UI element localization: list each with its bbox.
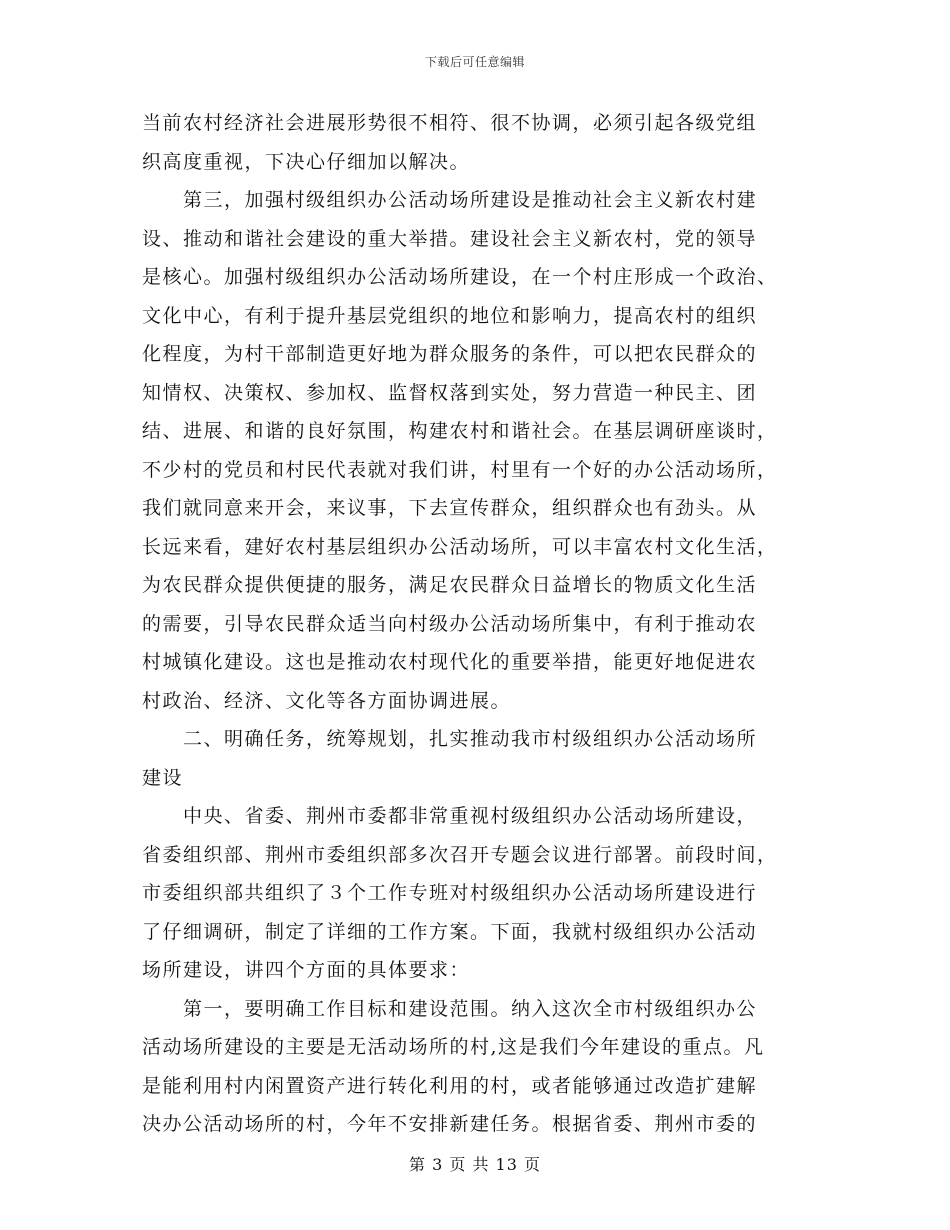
text-line: 二、明确任务，统筹规划，扎实推动我市村级组织办公活动场所 bbox=[142, 728, 758, 750]
text-line: 活动场所建设的主要是无活动场所的村,这是我们今年建设的重点。凡 bbox=[142, 1036, 765, 1058]
page-number: 第 3 页 共 13 页 bbox=[409, 1155, 541, 1174]
text-line: 不少村的党员和村民代表就对我们讲，村里有一个好的办公活动场所， bbox=[142, 458, 778, 481]
text-line: 长远来看，建好农村基层组织办公活动场所，可以丰富农村文化生活， bbox=[142, 535, 778, 558]
text-line: 化程度，为村干部制造更好地为群众服务的条件，可以把农民群众的 bbox=[142, 343, 758, 365]
document-body bbox=[142, 104, 808, 1144]
text-line: 决办公活动场所的村，今年不安排新建任务。根据省委、荆州市委的 bbox=[142, 1113, 758, 1135]
text-line: 设、推动和谐社会建设的重大举措。建设社会主义新农村，党的领导 bbox=[142, 227, 758, 250]
text-line: 第一，要明确工作目标和建设范围。纳入这次全市村级组织办公 bbox=[142, 997, 758, 1020]
text-line: 市委组织部共组织了３个工作专班对村级组织办公活动场所建设进行 bbox=[142, 882, 758, 904]
text-line: 的需要，引导农民群众适当向村级办公活动场所集中，有利于推动农 bbox=[142, 612, 758, 635]
text-line: 我们就同意来开会，来议事，下去宣传群众，组织群众也有劲头。从 bbox=[142, 497, 758, 519]
text-line: 建设 bbox=[142, 766, 184, 789]
page-header-note: 下载后可任意编辑 bbox=[424, 55, 525, 69]
text-line: 村城镇化建设。这也是推动农村现代化的重要举措，能更好地促进农 bbox=[142, 651, 758, 673]
text-line: 文化中心，有利于提升基层党组织的地位和影响力，提高农村的组织 bbox=[142, 304, 758, 327]
text-line: 为农民群众提供便捷的服务，满足农民群众日益增长的物质文化生活 bbox=[142, 574, 758, 596]
text-line: 场所建设，讲四个方面的具体要求： bbox=[142, 959, 471, 981]
text-line: 了仔细调研，制定了详细的工作方案。下面，我就村级组织办公活动 bbox=[142, 920, 758, 943]
text-line: 村政治、经济、文化等各方面协调进展。 bbox=[142, 689, 512, 712]
text-line: 是核心。加强村级组织办公活动场所建设，在一个村庄形成一个政治、 bbox=[142, 266, 778, 288]
text-line: 织高度重视，下决心仔细加以解决。 bbox=[142, 150, 471, 173]
text-line: 当前农村经济社会进展形势很不相符、很不协调，必须引起各级党组 bbox=[142, 112, 758, 134]
text-line: 是能利用村内闲置资产进行转化利用的村，或者能够通过改造扩建解 bbox=[142, 1074, 758, 1097]
text-line: 中央、省委、荆州市委都非常重视村级组织办公活动场所建设， bbox=[142, 805, 758, 827]
text-line: 第三，加强村级组织办公活动场所建设是推动社会主义新农村建 bbox=[142, 189, 758, 211]
text-line: 结、进展、和谐的良好氛围，构建农村和谐社会。在基层调研座谈时， bbox=[142, 420, 778, 442]
text-line: 省委组织部、荆州市委组织部多次召开专题会议进行部署。前段时间， bbox=[142, 843, 778, 866]
text-line: 知情权、决策权、参加权、监督权落到实处，努力营造一种民主、团 bbox=[142, 381, 758, 404]
